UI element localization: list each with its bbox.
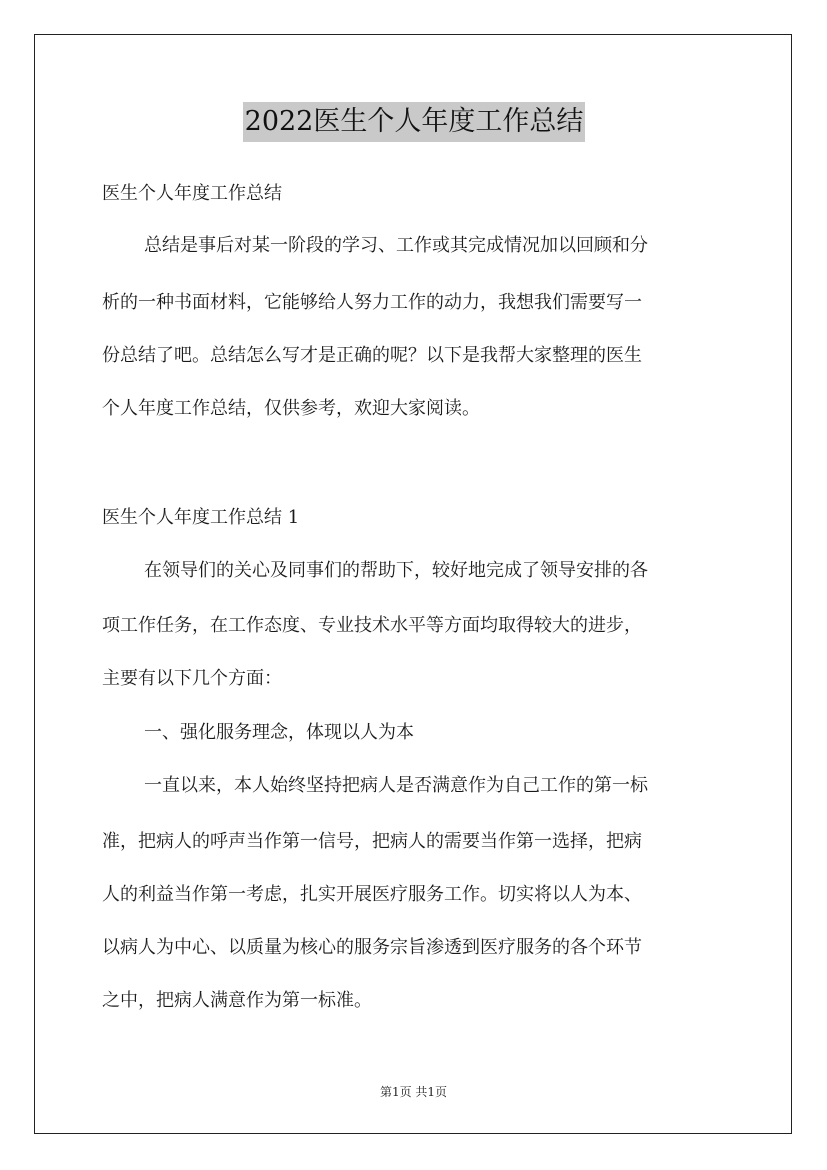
paragraph-line: 一直以来，本人始终坚持把病人是否满意作为自己工作的第一标: [144, 775, 648, 796]
paragraph-line: 之中，把病人满意作为第一标准。: [102, 990, 372, 1011]
title-container: [102, 102, 726, 142]
document-title: 2022医生个人年度工作总结: [243, 102, 586, 142]
subsection-heading: 一、强化服务理念，体现以人为本: [144, 722, 414, 743]
paragraph-line: 以病人为中心、以质量为核心的服务宗旨渗透到医疗服务的各个环节: [102, 937, 642, 958]
paragraph-line: 准，把病人的呼声当作第一信号，把病人的需要当作第一选择，把病: [102, 831, 642, 852]
paragraph-line: 主要有以下几个方面：: [102, 668, 282, 689]
section-heading: 医生个人年度工作总结: [102, 183, 282, 204]
paragraph-line: 个人年度工作总结，仅供参考，欢迎大家阅读。: [102, 398, 480, 419]
paragraph-line: 在领导们的关心及同事们的帮助下，较好地完成了领导安排的各: [144, 560, 648, 581]
page-number-footer: 第1页 共1页: [379, 1085, 448, 1099]
paragraph-line: 人的利益当作第一考虑，扎实开展医疗服务工作。切实将以人为本、: [102, 884, 642, 905]
paragraph-line: 总结是事后对某一阶段的学习、工作或其完成情况加以回顾和分: [144, 235, 648, 256]
section-heading: 医生个人年度工作总结 1: [102, 507, 300, 528]
paragraph-line: 析的一种书面材料，它能够给人努力工作的动力，我想我们需要写一: [102, 292, 642, 313]
paragraph-line: 项工作任务，在工作态度、专业技术水平等方面均取得较大的进步，: [102, 615, 642, 636]
paragraph-line: 份总结了吧。总结怎么写才是正确的呢？以下是我帮大家整理的医生: [102, 345, 642, 366]
